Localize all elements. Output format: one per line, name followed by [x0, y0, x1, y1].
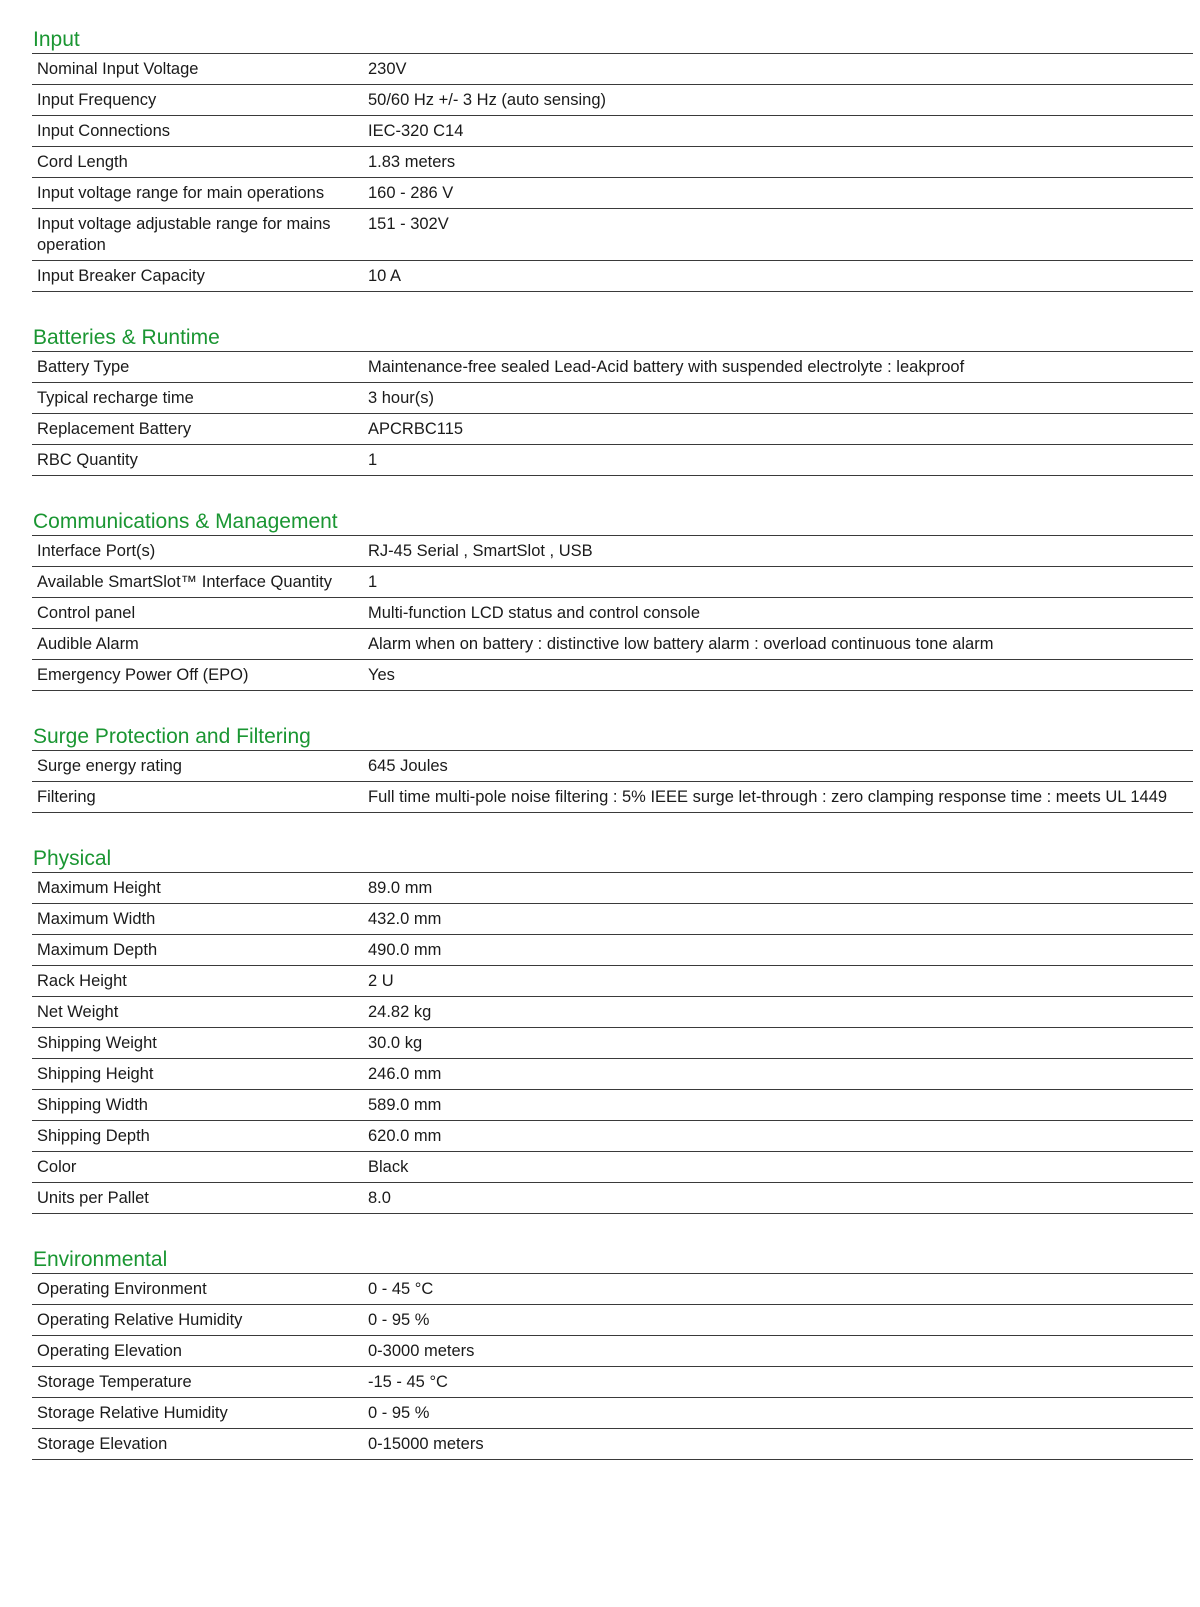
spec-row [32, 54, 1193, 85]
spec-value: 2 U [368, 971, 394, 990]
spec-value: RJ-45 Serial , SmartSlot , USB [368, 541, 593, 560]
spec-label: Filtering [37, 787, 96, 806]
spec-value: Black [368, 1157, 409, 1176]
spec-label: Operating Relative Humidity [37, 1310, 243, 1329]
spec-row [32, 445, 1193, 476]
spec-row [32, 1121, 1193, 1152]
spec-value: 0 - 45 °C [368, 1279, 434, 1298]
spec-label: Input Connections [37, 121, 171, 140]
spec-label: Operating Elevation [37, 1341, 182, 1360]
spec-value: 0 - 95 % [368, 1310, 430, 1329]
spec-row [32, 935, 1193, 966]
spec-value: Yes [368, 665, 395, 684]
spec-value: 432.0 mm [368, 909, 442, 928]
spec-row [32, 904, 1193, 935]
section-title: Environmental [32, 1244, 1193, 1274]
spec-label: Maximum Width [37, 909, 156, 928]
spec-section [32, 843, 1193, 1214]
spec-label: Interface Port(s) [37, 541, 156, 560]
section-title: Surge Protection and Filtering [32, 721, 1193, 751]
spec-row [32, 598, 1193, 629]
spec-value: 160 - 286 V [368, 183, 454, 202]
spec-value: 3 hour(s) [368, 388, 435, 407]
spec-label: Input Frequency [37, 90, 157, 109]
spec-label: Shipping Width [37, 1095, 148, 1114]
spec-label: Emergency Power Off (EPO) [37, 665, 249, 684]
spec-value: 10 A [368, 266, 402, 285]
spec-row [32, 147, 1193, 178]
spec-value: 490.0 mm [368, 940, 442, 959]
spec-label: Typical recharge time [37, 388, 194, 407]
spec-value: 1 [368, 450, 378, 469]
spec-value: -15 - 45 °C [368, 1372, 448, 1391]
spec-label: Nominal Input Voltage [37, 59, 199, 78]
spec-value: 1.83 meters [368, 152, 456, 171]
spec-row [32, 1274, 1193, 1305]
spec-label: Cord Length [37, 152, 128, 171]
section-title: Physical [32, 843, 1193, 873]
spec-value: Maintenance-free sealed Lead-Acid battery with suspended electrolyte : leakproof [368, 357, 965, 376]
spec-section [32, 1244, 1193, 1460]
spec-row [32, 352, 1193, 383]
spec-label: Input voltage range for main operations [37, 183, 325, 202]
spec-row [32, 629, 1193, 660]
spec-value: 8.0 [368, 1188, 391, 1207]
spec-row [32, 1367, 1193, 1398]
section-title: Communications & Management [32, 506, 1193, 536]
spec-row [32, 178, 1193, 209]
spec-label: Maximum Depth [37, 940, 158, 959]
spec-label: RBC Quantity [37, 450, 138, 469]
spec-row [32, 782, 1193, 813]
spec-row [32, 1152, 1193, 1183]
spec-row [32, 209, 1193, 261]
spec-label: Surge energy rating [37, 756, 182, 775]
spec-row [32, 1090, 1193, 1121]
spec-row [32, 85, 1193, 116]
spec-section [32, 322, 1193, 476]
spec-value: 89.0 mm [368, 878, 433, 897]
spec-value: 30.0 kg [368, 1033, 423, 1052]
spec-label: Control panel [37, 603, 136, 622]
spec-row [32, 1059, 1193, 1090]
spec-value: Full time multi-pole noise filtering : 5% IEEE surge let-through : zero clamping response time : meets UL 1449 [368, 787, 1168, 806]
spec-label: Shipping Height [37, 1064, 154, 1083]
spec-row [32, 116, 1193, 147]
spec-label: Units per Pallet [37, 1188, 149, 1207]
spec-label: Rack Height [37, 971, 127, 990]
spec-value: 246.0 mm [368, 1064, 442, 1083]
spec-label: Input Breaker Capacity [37, 266, 205, 285]
spec-row [32, 1336, 1193, 1367]
spec-value: 0-15000 meters [368, 1434, 484, 1453]
spec-value: 0 - 95 % [368, 1403, 430, 1422]
spec-label: Shipping Depth [37, 1126, 150, 1145]
spec-value: 0-3000 meters [368, 1341, 475, 1360]
section-title: Input [32, 24, 1193, 54]
spec-value: APCRBC115 [368, 419, 464, 438]
spec-value: 230V [368, 59, 407, 78]
spec-label: Operating Environment [37, 1279, 207, 1298]
spec-section [32, 721, 1193, 813]
spec-label: Available SmartSlot™ Interface Quantity [37, 572, 333, 591]
spec-row [32, 997, 1193, 1028]
spec-label: Maximum Height [37, 878, 161, 897]
section-title: Batteries & Runtime [32, 322, 1193, 352]
spec-label: Battery Type [37, 357, 130, 376]
spec-row [32, 873, 1193, 904]
spec-value: 24.82 kg [368, 1002, 432, 1021]
spec-row [32, 660, 1193, 691]
spec-value: 620.0 mm [368, 1126, 442, 1145]
spec-label: Net Weight [37, 1002, 119, 1021]
spec-row [32, 414, 1193, 445]
spec-value: 1 [368, 572, 378, 591]
spec-row [32, 966, 1193, 997]
spec-row [32, 1429, 1193, 1460]
spec-label: Storage Temperature [37, 1372, 192, 1391]
spec-section [32, 506, 1193, 691]
spec-section [32, 24, 1193, 292]
spec-row [32, 1398, 1193, 1429]
spec-label: Shipping Weight [37, 1033, 157, 1052]
spec-label: Replacement Battery [37, 419, 192, 438]
spec-row [32, 536, 1193, 567]
spec-value: 50/60 Hz +/- 3 Hz (auto sensing) [368, 90, 606, 109]
spec-label: Storage Elevation [37, 1434, 168, 1453]
spec-row [32, 751, 1193, 782]
spec-label: Input voltage adjustable range for mains operation [37, 214, 331, 254]
spec-row [32, 1183, 1193, 1214]
spec-value: 589.0 mm [368, 1095, 442, 1114]
spec-value: 151 - 302V [368, 214, 449, 233]
spec-row [32, 383, 1193, 414]
spec-row [32, 1028, 1193, 1059]
spec-label: Color [37, 1157, 77, 1176]
spec-row [32, 567, 1193, 598]
spec-value: Multi-function LCD status and control console [368, 603, 700, 622]
spec-value: 645 Joules [368, 756, 448, 775]
spec-label: Audible Alarm [37, 634, 139, 653]
spec-row [32, 1305, 1193, 1336]
spec-label: Storage Relative Humidity [37, 1403, 228, 1422]
spec-value: Alarm when on battery : distinctive low battery alarm : overload continuous tone alarm [368, 634, 994, 653]
spec-value: IEC-320 C14 [368, 121, 464, 140]
spec-row [32, 261, 1193, 292]
